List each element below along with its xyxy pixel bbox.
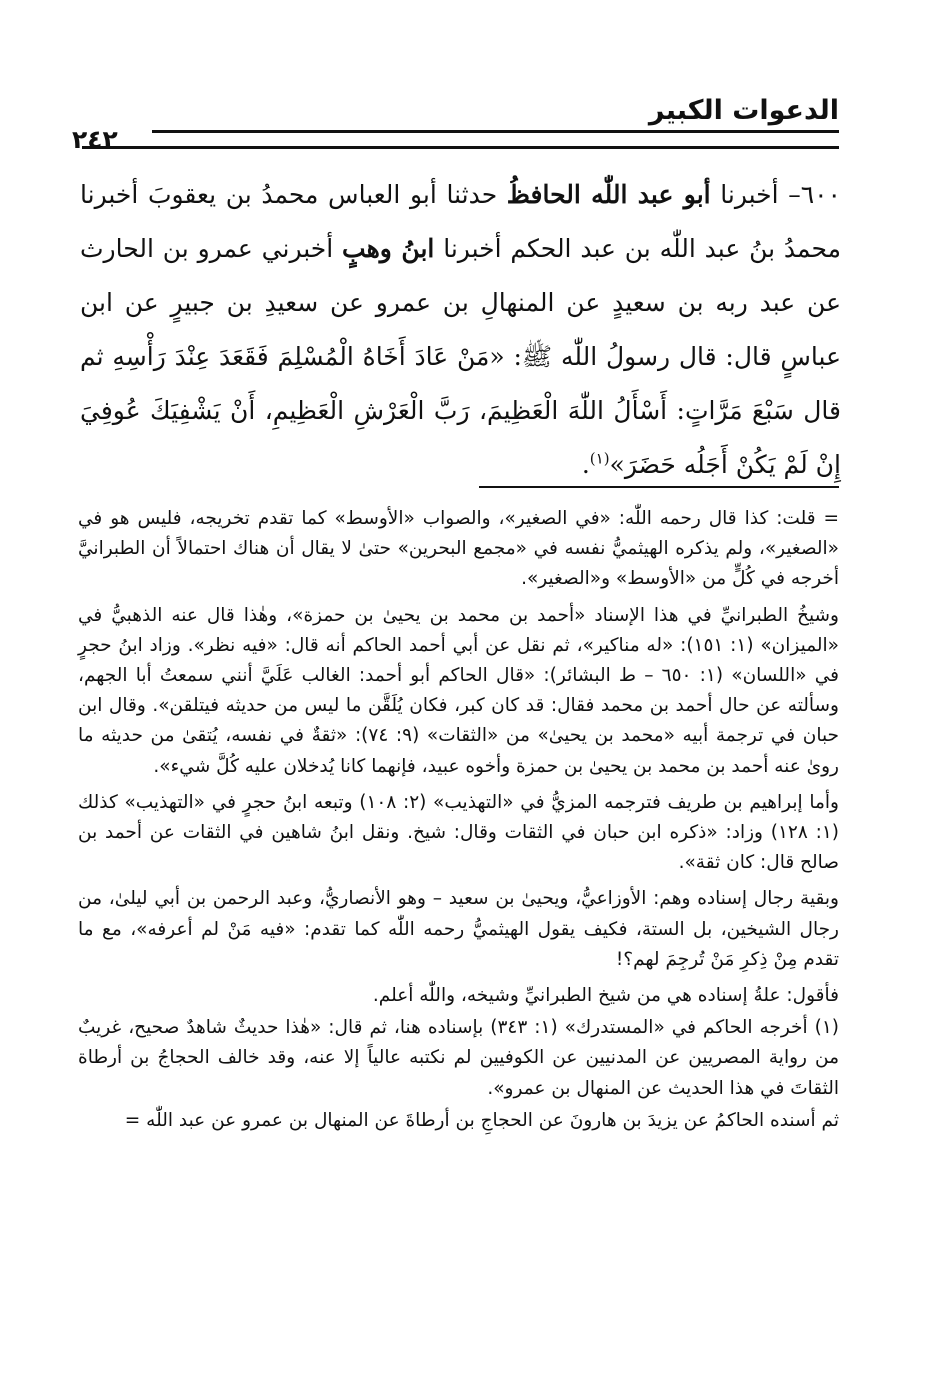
hadith-end-mark: . (581, 450, 590, 479)
book-title: الدعوات الكبير (648, 95, 839, 126)
footnote-divider (479, 486, 839, 488)
footnote-paragraph: وبقية رجال إسناده وهم: الأوزاعيُّ، ويحيىٰ بن سعيد – وهو الأنصاريُّ، وعبد الرحمن بن أبي ليلىٰ، من رجال الشيخين، بل الستة، فكيف يقول الهيثميُّ رحمه اللّٰه كما تقدم: «فيه مَنْ لم أعرفه»، مع ما تقدم مِنْ ذِكرِ مَنْ تُرجِمَ لهم؟! (78, 888, 839, 970)
hadith-number: ٦٠٠– (788, 180, 841, 209)
footnotes (78, 504, 839, 1138)
hadith-text-segment: أخبرنا (710, 180, 789, 209)
header-rule-bottom (82, 146, 839, 149)
header-rule-top (152, 130, 839, 133)
footnote-paragraph: (١) أخرجه الحاكم في «المستدرك» (١: ٣٤٣) بإسناده هنا، ثم قال: «هٰذا حديثٌ شاهدٌ صحيح، غريبٌ من رواية المصريين عن المدنيين عن الكوفيين لم نكتبه عالياً إلا عنه، وقد خالف الحجاجُ بن أرطاة الثقاتَ في هذا الحديث عن المنهال بن عمرو». (78, 1017, 839, 1099)
footnote-paragraph: = قلت: كذا قال رحمه اللّٰه: «في الصغير»، والصواب «الأوسط» كما تقدم تخريجه، فليس هو في «الصغير»، ولم يذكره الهيثميُّ نفسه في «مجمع البحرين» حتىٰ لا يقال أن هناك احتمالاً أن الطبرانيَّ أخرجه في كُلٍّ من «الأوسط» و«الصغير». (78, 508, 839, 590)
hadith-text-segment: حدثنا أبو العباس محمدُ بن يعقوبَ أخبرنا محمدُ بنُ عبد اللّٰه بن عبد الحكم أخبرنا (80, 180, 841, 263)
page-number: ٢٤٢ (72, 125, 118, 154)
footnote-reference: (١) (589, 449, 610, 468)
hadith-text-segment: أخبرني عمرو بن الحارث عن عبد ربه بن سعيدٍ عن المنهالِ بن عمرو عن سعيدِ بن جبيرٍ عن ابن عباسٍ قال: قال رسولُ اللّٰه ﷺ: «مَنْ عَادَ أَخَاهُ الْمُسْلِمَ فَقَعَدَ عِنْدَ رَأْسِهِ ثم قال سَبْعَ مَرَّاتٍ: أَسْأَلُ اللّٰهَ الْعَظِيمَ، رَبَّ الْعَرْشِ الْعَظِيمِ، أَنْ يَشْفِيَكَ عُوفِيَ إِنْ لَمْ يَكُنْ أَجَلُه حَضَرَ» (80, 234, 841, 479)
hadith-text (80, 168, 841, 492)
footnote-paragraph: وشيخُ الطبرانيِّ في هذا الإسناد «أحمد بن محمد بن يحيىٰ بن حمزة»، وهٰذا قال عنه الذهبيُّ في «الميزان» (١: ١٥١): «له مناكير»، ثم نقل عن أبي أحمد الحاكم أنه قال: «فيه نظر». وزاد ابنُ حجرٍ في «اللسان» (١: ٦٥٠ – ط البشائر): «قال الحاكم أبو أحمد: الغالب عَلَيَّ أنني سمعتُ أبا الجهم، وسألته عن حال أحمد بن محمد فقال: قد كان كبر، فكان يُلَقَّن ما ليس من حديثه فيتلقن». وقال ابن حبان في ترجمة أبيه «محمد بن يحيىٰ» من «الثقات» (٩: ٧٤): «ثقةٌ في نفسه، يُتقىٰ من حديثه ما روىٰ عنه أحمد بن محمد بن يحيىٰ بن حمزة وأخوه عبيد، فإنهما كانا يُدخلان عليه كُلَّ شيء». (78, 604, 839, 777)
footnote-paragraph: فأقول: علةُ إسناده هي من شيخ الطبرانيِّ وشيخه، واللّٰه أعلم. (372, 985, 839, 1007)
footnote-paragraph: ثم أسنده الحاكمُ عن يزيدَ بن هارونَ عن الحجاجِ بن أرطاةَ عن المنهال بن عمرو عن عبد اللّٰه = (124, 1109, 839, 1131)
narrator-name-bold: ابنُ وهبٍ (342, 234, 435, 263)
footnote-paragraph: وأما إبراهيم بن طريف فترجمه المزيُّ في «التهذيب» (٢: ١٠٨) وتبعه ابنُ حجرٍ في «التهذيب» كذلك (١: ١٢٨) وزاد: «ذكره ابن حبان في الثقات وقال: شيخ. ونقل ابنُ شاهين في الثقات عن أحمد بن صالح قال: كان ثقة». (78, 791, 839, 874)
narrator-name-bold: أبو عبد اللّٰه الحافظُ (506, 180, 711, 209)
